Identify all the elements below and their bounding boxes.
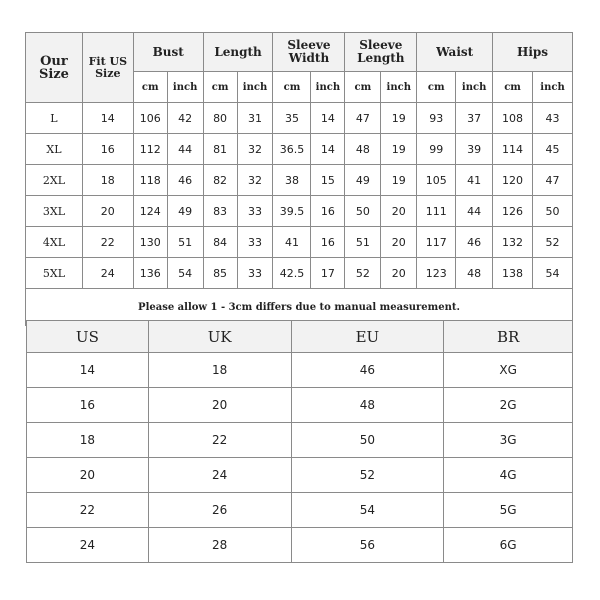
cell-sleeve-width-cm: 42.5 xyxy=(273,258,311,289)
cell-waist-inch: 46 xyxy=(456,227,493,258)
table-row xyxy=(27,423,573,458)
cell-waist-cm: 117 xyxy=(417,227,456,258)
measurement-note: Please allow 1 - 3cm differs due to manual measurement. xyxy=(26,289,573,326)
cell-sleeve-length-cm: 47 xyxy=(345,103,381,134)
table-row xyxy=(26,165,573,196)
cell-length-inch: 31 xyxy=(237,103,273,134)
cell-us: 18 xyxy=(82,165,133,196)
cell-length-inch: 32 xyxy=(237,134,273,165)
header-br: BR xyxy=(444,321,573,353)
cell-eu: 56 xyxy=(291,528,444,563)
cell-us: 22 xyxy=(82,227,133,258)
cell-eu: 52 xyxy=(291,458,444,493)
header-fit-us-size: Fit US Size xyxy=(82,33,133,103)
unit-cm: cm xyxy=(345,72,381,103)
cell-hips-inch: 43 xyxy=(533,103,573,134)
cell-sleeve-width-cm: 39.5 xyxy=(273,196,311,227)
cell-eu: 46 xyxy=(291,353,444,388)
cell-waist-inch: 44 xyxy=(456,196,493,227)
unit-inch: inch xyxy=(311,72,345,103)
cell-br: XG xyxy=(444,353,573,388)
cell-hips-inch: 54 xyxy=(533,258,573,289)
header-sleeve-length: Sleeve Length xyxy=(345,33,417,72)
cell-sleeve-length-inch: 20 xyxy=(381,227,417,258)
cell-waist-inch: 48 xyxy=(456,258,493,289)
cell-hips-cm: 120 xyxy=(493,165,533,196)
cell-waist-cm: 93 xyxy=(417,103,456,134)
unit-cm: cm xyxy=(273,72,311,103)
table-row xyxy=(27,353,573,388)
header-hips: Hips xyxy=(493,33,573,72)
table-row xyxy=(26,134,573,165)
cell-us: 20 xyxy=(82,196,133,227)
cell-hips-inch: 52 xyxy=(533,227,573,258)
cell-sleeve-length-inch: 19 xyxy=(381,165,417,196)
cell-br: 6G xyxy=(444,528,573,563)
cell-waist-cm: 99 xyxy=(417,134,456,165)
cell-sleeve-length-cm: 48 xyxy=(345,134,381,165)
cell-sleeve-width-inch: 14 xyxy=(311,134,345,165)
table-row xyxy=(26,103,573,134)
cell-uk: 26 xyxy=(148,493,291,528)
cell-waist-cm: 105 xyxy=(417,165,456,196)
cell-sleeve-length-inch: 19 xyxy=(381,103,417,134)
unit-cm: cm xyxy=(493,72,533,103)
cell-length-inch: 33 xyxy=(237,258,273,289)
cell-hips-cm: 126 xyxy=(493,196,533,227)
unit-inch: inch xyxy=(237,72,273,103)
cell-br: 2G xyxy=(444,388,573,423)
header-sleeve-width: Sleeve Width xyxy=(273,33,345,72)
cell-waist-cm: 111 xyxy=(417,196,456,227)
cell-us: 14 xyxy=(82,103,133,134)
cell-size: 2XL xyxy=(26,165,83,196)
cell-hips-inch: 50 xyxy=(533,196,573,227)
cell-uk: 20 xyxy=(148,388,291,423)
cell-hips-cm: 108 xyxy=(493,103,533,134)
cell-br: 4G xyxy=(444,458,573,493)
cell-sleeve-width-cm: 41 xyxy=(273,227,311,258)
cell-bust-cm: 124 xyxy=(133,196,167,227)
cell-us: 24 xyxy=(82,258,133,289)
cell-sleeve-width-cm: 35 xyxy=(273,103,311,134)
cell-bust-inch: 44 xyxy=(167,134,203,165)
cell-sleeve-width-inch: 16 xyxy=(311,196,345,227)
cell-us: 24 xyxy=(27,528,149,563)
table-row xyxy=(26,227,573,258)
cell-sleeve-length-cm: 51 xyxy=(345,227,381,258)
cell-bust-inch: 46 xyxy=(167,165,203,196)
cell-uk: 22 xyxy=(148,423,291,458)
cell-sleeve-length-inch: 19 xyxy=(381,134,417,165)
size-chart-table xyxy=(25,32,573,326)
cell-bust-inch: 42 xyxy=(167,103,203,134)
cell-hips-inch: 47 xyxy=(533,165,573,196)
cell-sleeve-length-inch: 20 xyxy=(381,258,417,289)
cell-length-cm: 85 xyxy=(203,258,237,289)
cell-sleeve-width-cm: 38 xyxy=(273,165,311,196)
header-eu: EU xyxy=(291,321,444,353)
unit-cm: cm xyxy=(417,72,456,103)
cell-waist-cm: 123 xyxy=(417,258,456,289)
cell-length-cm: 83 xyxy=(203,196,237,227)
cell-bust-cm: 136 xyxy=(133,258,167,289)
cell-us: 20 xyxy=(27,458,149,493)
cell-waist-inch: 37 xyxy=(456,103,493,134)
cell-hips-cm: 138 xyxy=(493,258,533,289)
table-row xyxy=(26,196,573,227)
cell-size: 3XL xyxy=(26,196,83,227)
cell-us: 22 xyxy=(27,493,149,528)
cell-bust-cm: 106 xyxy=(133,103,167,134)
table-row xyxy=(27,493,573,528)
cell-uk: 24 xyxy=(148,458,291,493)
cell-br: 5G xyxy=(444,493,573,528)
table-row xyxy=(27,388,573,423)
cell-size: L xyxy=(26,103,83,134)
cell-length-cm: 81 xyxy=(203,134,237,165)
cell-sleeve-width-inch: 16 xyxy=(311,227,345,258)
cell-length-inch: 33 xyxy=(237,196,273,227)
table-row xyxy=(26,258,573,289)
cell-us: 18 xyxy=(27,423,149,458)
cell-sleeve-width-inch: 14 xyxy=(311,103,345,134)
cell-hips-cm: 132 xyxy=(493,227,533,258)
cell-length-inch: 33 xyxy=(237,227,273,258)
cell-hips-cm: 114 xyxy=(493,134,533,165)
size-conversion-table xyxy=(26,320,573,563)
cell-size: 4XL xyxy=(26,227,83,258)
cell-length-inch: 32 xyxy=(237,165,273,196)
cell-sleeve-length-cm: 49 xyxy=(345,165,381,196)
cell-length-cm: 82 xyxy=(203,165,237,196)
table-row xyxy=(27,528,573,563)
cell-waist-inch: 39 xyxy=(456,134,493,165)
cell-sleeve-length-inch: 20 xyxy=(381,196,417,227)
cell-br: 3G xyxy=(444,423,573,458)
cell-eu: 48 xyxy=(291,388,444,423)
cell-us: 16 xyxy=(27,388,149,423)
cell-bust-inch: 54 xyxy=(167,258,203,289)
cell-size: 5XL xyxy=(26,258,83,289)
unit-inch: inch xyxy=(167,72,203,103)
unit-inch: inch xyxy=(533,72,573,103)
cell-bust-inch: 51 xyxy=(167,227,203,258)
cell-length-cm: 80 xyxy=(203,103,237,134)
cell-us: 16 xyxy=(82,134,133,165)
header-our-size: Our Size xyxy=(26,33,83,103)
unit-cm: cm xyxy=(203,72,237,103)
header-us: US xyxy=(27,321,149,353)
cell-sleeve-width-cm: 36.5 xyxy=(273,134,311,165)
cell-sleeve-width-inch: 15 xyxy=(311,165,345,196)
cell-eu: 50 xyxy=(291,423,444,458)
cell-bust-inch: 49 xyxy=(167,196,203,227)
unit-inch: inch xyxy=(456,72,493,103)
header-waist: Waist xyxy=(417,33,493,72)
cell-eu: 54 xyxy=(291,493,444,528)
cell-size: XL xyxy=(26,134,83,165)
cell-sleeve-width-inch: 17 xyxy=(311,258,345,289)
cell-bust-cm: 112 xyxy=(133,134,167,165)
header-length: Length xyxy=(203,33,273,72)
table-row xyxy=(27,458,573,493)
cell-bust-cm: 118 xyxy=(133,165,167,196)
cell-uk: 18 xyxy=(148,353,291,388)
unit-inch: inch xyxy=(381,72,417,103)
cell-length-cm: 84 xyxy=(203,227,237,258)
cell-sleeve-length-cm: 52 xyxy=(345,258,381,289)
cell-uk: 28 xyxy=(148,528,291,563)
cell-bust-cm: 130 xyxy=(133,227,167,258)
header-uk: UK xyxy=(148,321,291,353)
header-bust: Bust xyxy=(133,33,203,72)
cell-hips-inch: 45 xyxy=(533,134,573,165)
cell-sleeve-length-cm: 50 xyxy=(345,196,381,227)
cell-us: 14 xyxy=(27,353,149,388)
unit-cm: cm xyxy=(133,72,167,103)
cell-waist-inch: 41 xyxy=(456,165,493,196)
